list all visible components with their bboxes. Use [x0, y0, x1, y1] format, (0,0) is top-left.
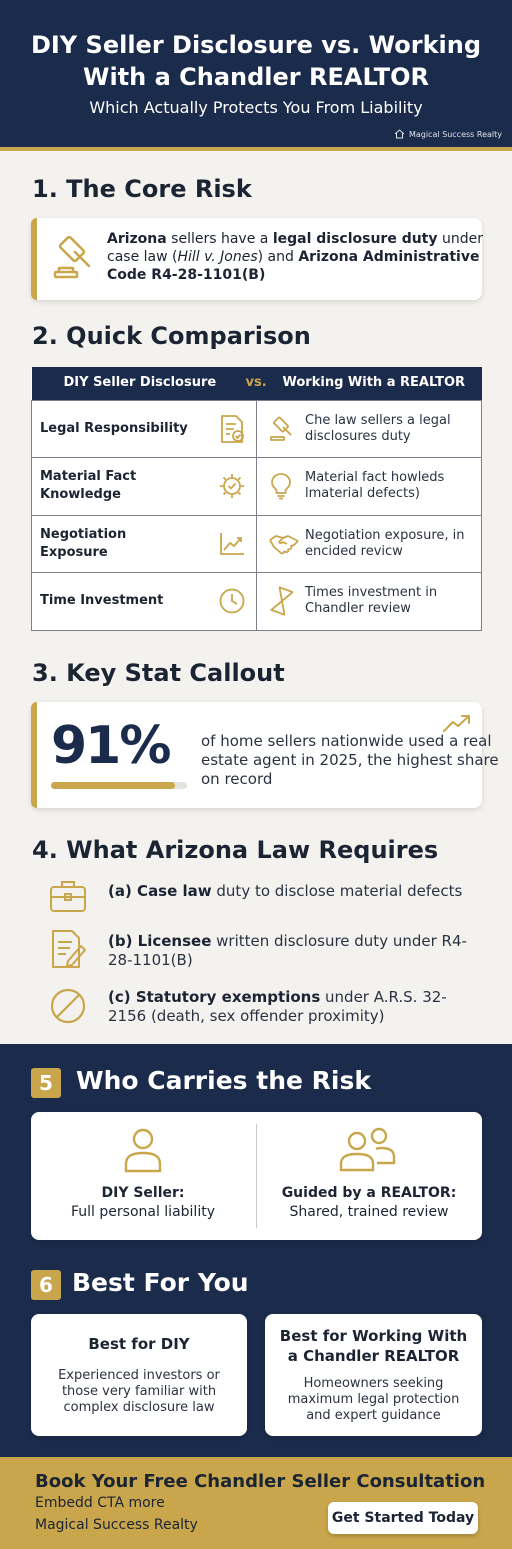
- row-label-text: Time Investment: [40, 593, 164, 609]
- stat-progress-fill: [51, 782, 175, 789]
- risk-text-part: ) and: [257, 249, 299, 265]
- card-accent: [31, 218, 37, 300]
- col-header-realtor: Working With a REALTOR: [282, 375, 466, 390]
- cta-line1: Embedd CTA more: [35, 1495, 165, 1511]
- clock-icon: [218, 587, 246, 615]
- law-item-text: duty to disclose material defects: [211, 882, 463, 900]
- gavel-icon: [51, 234, 97, 282]
- diy-seller-text: Full personal liability: [71, 1204, 215, 1220]
- vs-label: vs.: [245, 375, 267, 390]
- risk-text-part: Arizona Administrative Code R4-28-1101(B): [107, 249, 480, 283]
- two-people-icon: [337, 1126, 397, 1174]
- law-item-bold: (c) Statutory exemptions: [108, 988, 321, 1006]
- row-value-text: Che law sellers a legal disclosures duty: [305, 412, 451, 444]
- risk-text-part: sellers have a: [166, 231, 273, 247]
- person-icon: [123, 1126, 163, 1174]
- law-item: [48, 986, 478, 1026]
- section3-title: 3. Key Stat Callout: [32, 659, 285, 687]
- risk-text-part: under case law (: [107, 231, 483, 265]
- row-value: [257, 573, 482, 631]
- comparison-table: [31, 367, 482, 631]
- row-label: [32, 573, 257, 631]
- section5-title: Who Carries the Risk: [76, 1066, 371, 1095]
- diy-seller-label: [33, 1184, 253, 1222]
- header-banner: [0, 0, 512, 150]
- law-item-text: written disclosure duty under R4-28-1101(B): [108, 932, 467, 969]
- risk-text-part: legal disclosure duty: [272, 231, 438, 247]
- section2-title: 2. Quick Comparison: [32, 322, 311, 350]
- best-realtor-card: [265, 1314, 482, 1436]
- section4-title: 4. What Arizona Law Requires: [32, 836, 439, 864]
- document-check-icon: [218, 414, 246, 444]
- gavel-icon: [269, 416, 295, 442]
- law-item: [48, 928, 478, 970]
- row-label: [32, 458, 257, 516]
- realtor-label: [259, 1184, 479, 1222]
- diy-seller-title: DIY Seller:: [101, 1185, 185, 1201]
- handshake-icon: [269, 532, 299, 556]
- section6-number-badge: 6: [31, 1270, 61, 1300]
- row-label-text: Material Fact Knowledge: [40, 469, 137, 503]
- core-risk-text: [107, 230, 487, 284]
- risk-text-part: Arizona: [107, 231, 167, 247]
- header-title-line1: DIY Seller Disclosure vs. Working: [30, 31, 482, 59]
- law-item-text: under A.R.S. 32-2156 (death, sex offender proximity): [108, 988, 447, 1025]
- stat-progress-bar: [51, 782, 187, 789]
- best-realtor-body: Homeowners seeking maximum legal protection and expert guidance: [287, 1376, 460, 1423]
- brand-name: Magical Success Realty: [408, 129, 502, 139]
- realtor-text: Shared, trained review: [289, 1204, 449, 1220]
- best-realtor-heading: Best for Working With a Chandler REALTOR: [279, 1327, 468, 1365]
- cta-line2: Magical Success Realty: [35, 1517, 198, 1533]
- col-header-diy: DIY Seller Disclosure: [63, 375, 217, 390]
- gear-check-icon: [218, 472, 246, 500]
- best-diy-card: [31, 1314, 247, 1436]
- row-value: [257, 458, 482, 516]
- section5-number-badge: 5: [31, 1068, 61, 1098]
- law-item: [48, 878, 478, 914]
- table-row: [32, 400, 482, 458]
- stat-text: of home sellers nationwide used a real estate agent in 2025, the highest share on record: [201, 732, 499, 788]
- get-started-button[interactable]: Get Started Today: [328, 1502, 478, 1534]
- best-diy-body: Experienced investors or those very familiar with complex disclosure law: [58, 1368, 220, 1415]
- briefcase-icon: [48, 878, 88, 914]
- row-label: [32, 515, 257, 573]
- row-label-text: Legal Responsibility: [40, 420, 188, 436]
- risk-text-part: Hill v. Jones: [177, 249, 258, 265]
- law-item-bold: (a) Case law: [108, 882, 212, 900]
- cta-title: Book Your Free Chandler Seller Consultation: [35, 1471, 486, 1492]
- row-value-text: Negotiation exposure, in encided revicw: [305, 527, 465, 559]
- table-header: [32, 367, 482, 400]
- table-row: [32, 515, 482, 573]
- hourglass-icon: [269, 586, 293, 616]
- row-label: [32, 400, 257, 458]
- brand-logo: [394, 129, 502, 139]
- header-subtitle: Which Actually Protects You From Liability: [89, 98, 423, 117]
- trend-up-icon: [442, 712, 472, 734]
- section1-title: 1. The Core Risk: [32, 175, 252, 203]
- prohibited-icon: [48, 986, 88, 1026]
- card-divider: [256, 1124, 257, 1228]
- header-divider: [0, 147, 512, 151]
- table-row: [32, 458, 482, 516]
- row-value-text: Material fact howleds lmaterial defects): [305, 470, 445, 502]
- law-item-bold: (b) Licensee: [108, 932, 212, 950]
- table-header-row: [32, 367, 482, 400]
- stat-card: [31, 702, 499, 808]
- row-value-text: Times investment in Chandler review: [305, 585, 438, 617]
- core-risk-card: [31, 218, 482, 300]
- house-icon: [394, 129, 405, 139]
- row-label-text: Negotiation Exposure: [40, 526, 127, 560]
- document-pen-icon: [48, 928, 88, 970]
- best-diy-heading: Best for DIY: [88, 1335, 190, 1353]
- row-value: [257, 400, 482, 458]
- realtor-title: Guided by a REALTOR:: [281, 1185, 457, 1201]
- chart-line-icon: [218, 531, 246, 557]
- card-accent: [31, 702, 37, 808]
- row-value: [257, 515, 482, 573]
- risk-carrier-card: [31, 1112, 482, 1240]
- table-row: [32, 573, 482, 631]
- lightbulb-icon: [269, 472, 293, 500]
- stat-number: 91%: [51, 716, 170, 776]
- section6-title: Best For You: [72, 1268, 249, 1297]
- header-title-line2: With a Chandler REALTOR: [82, 63, 430, 91]
